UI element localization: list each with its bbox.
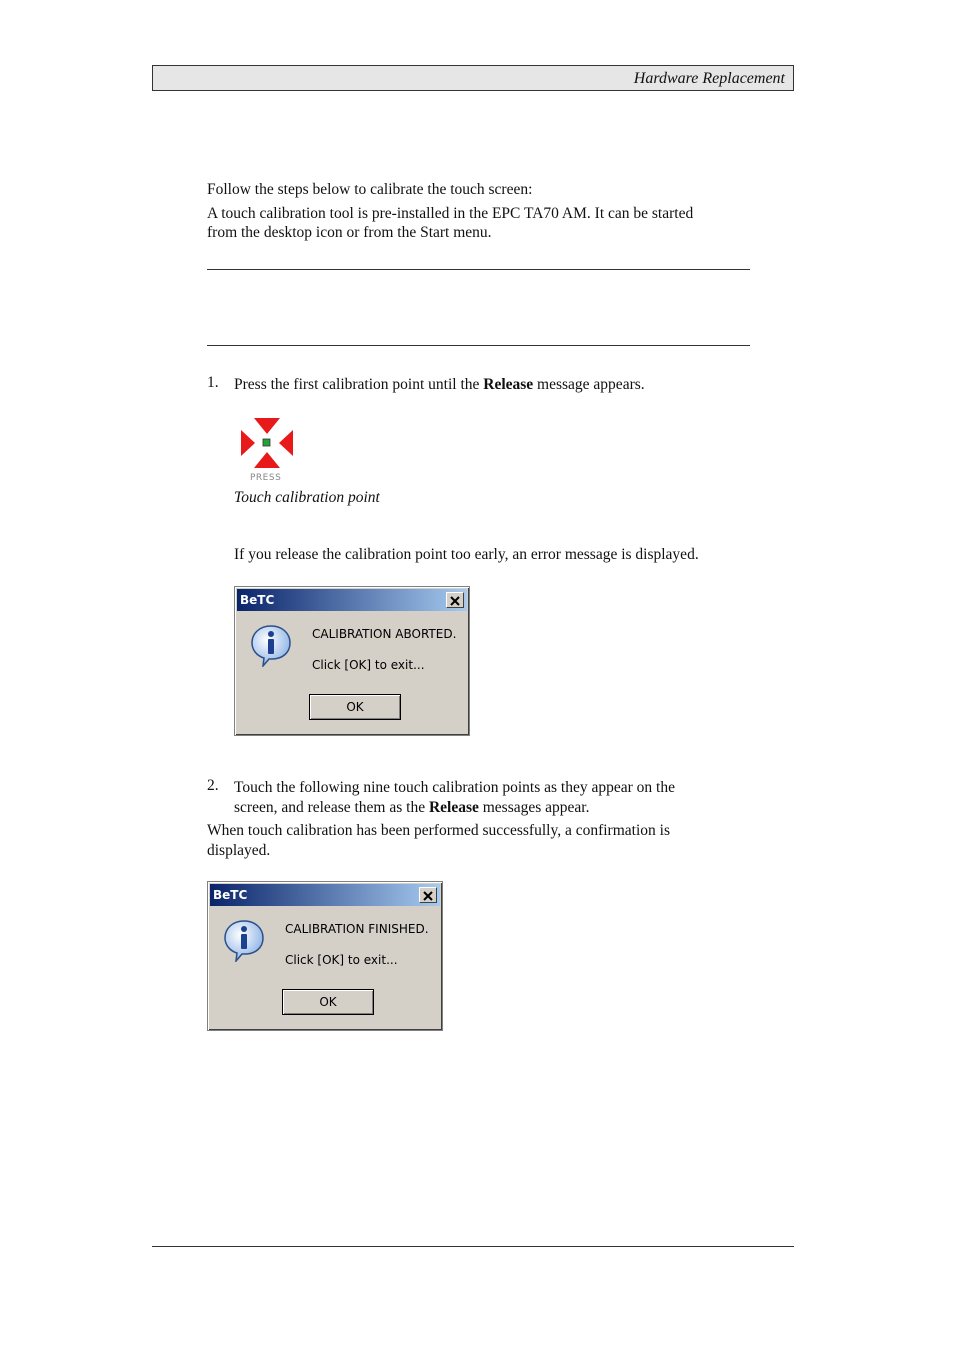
- step-2-number: 2.: [207, 777, 219, 794]
- dialog-message: CALIBRATION FINISHED.: [285, 922, 429, 936]
- info-icon: [249, 623, 293, 667]
- header-title: Hardware Replacement: [633, 70, 785, 87]
- divider-bottom: [207, 345, 750, 346]
- divider-top: [207, 269, 750, 270]
- close-button[interactable]: [419, 887, 437, 903]
- step-2-line-1: Touch the following nine touch calibration points as they appear on the: [234, 779, 675, 796]
- dialog-titlebar: [210, 884, 440, 906]
- ok-button[interactable]: OK: [309, 694, 401, 720]
- running-header: [152, 65, 794, 91]
- dialog-calibration-aborted: [234, 586, 470, 736]
- intro-line-2a: A touch calibration tool is pre-installed in the EPC TA70 AM. It can be started: [207, 205, 694, 222]
- info-icon: [222, 918, 266, 962]
- error-note: If you release the calibration point too early, an error message is displayed.: [234, 546, 699, 563]
- calibration-target-icon: [240, 416, 294, 472]
- success-note-line-2: displayed.: [207, 842, 271, 859]
- intro-line-2b: from the desktop icon or from the Start menu.: [207, 224, 492, 241]
- success-note-line-1: When touch calibration has been performed successfully, a confirmation is: [207, 822, 670, 839]
- dialog-titlebar: [237, 589, 467, 611]
- dialog-calibration-finished: [207, 881, 443, 1031]
- step-2-line-2: screen, and release them as the Release messages appear.: [234, 799, 590, 816]
- dialog-instruction: Click [OK] to exit...: [312, 658, 425, 672]
- calibration-point: [240, 416, 294, 486]
- figure-caption: Touch calibration point: [234, 489, 380, 506]
- ok-button[interactable]: OK: [282, 989, 374, 1015]
- close-icon: [420, 889, 436, 903]
- dialog-title: BeTC: [240, 593, 275, 607]
- step-1-text: Press the first calibration point until the Release message appears.: [234, 376, 645, 393]
- step-1-number: 1.: [207, 374, 219, 391]
- close-button[interactable]: [446, 592, 464, 608]
- dialog-title: BeTC: [213, 888, 248, 902]
- intro-line-1: Follow the steps below to calibrate the touch screen:: [207, 181, 533, 198]
- footer-rule: [152, 1246, 794, 1247]
- dialog-message: CALIBRATION ABORTED.: [312, 627, 457, 641]
- press-label: PRESS: [250, 473, 282, 483]
- dialog-instruction: Click [OK] to exit...: [285, 953, 398, 967]
- close-icon: [447, 594, 463, 608]
